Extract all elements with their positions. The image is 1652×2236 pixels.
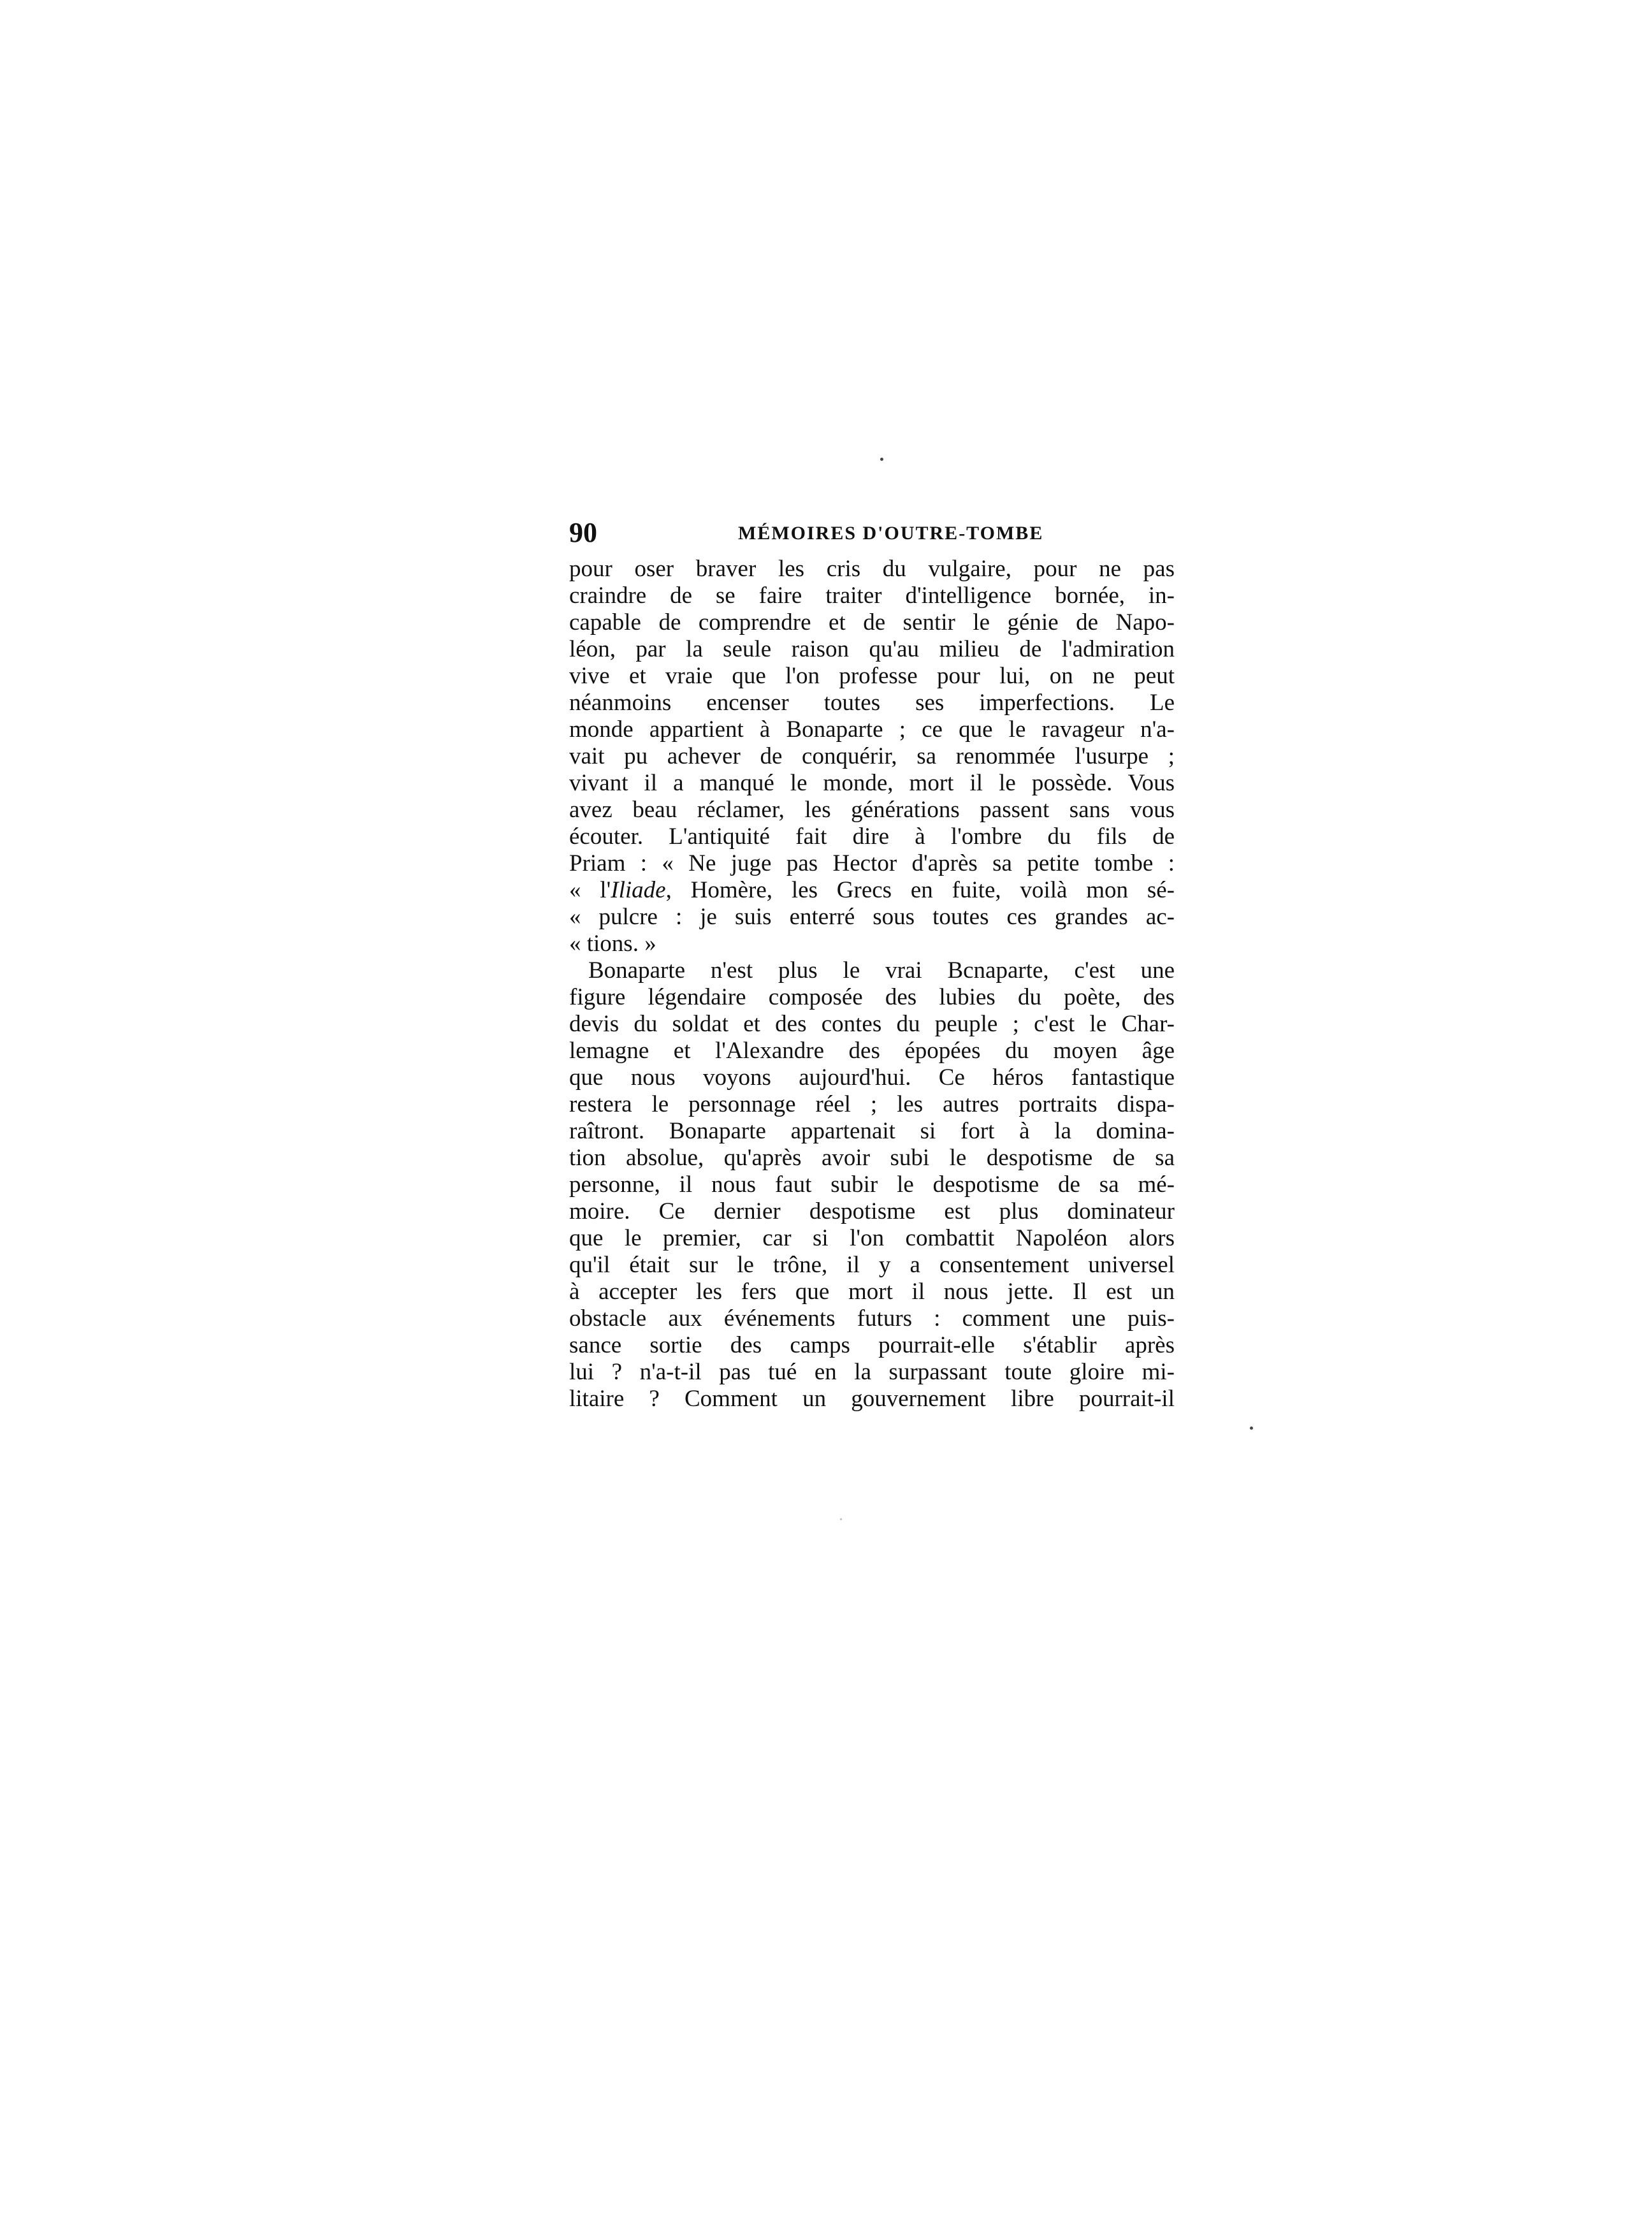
text-line: écouter. L'antiquité fait dire à l'ombre du fils de	[569, 824, 1175, 850]
text-line: avez beau réclamer, les générations passent sans vous	[569, 797, 1175, 823]
text-line: vait pu achever de conquérir, sa renommée l'usurpe ;	[569, 743, 1175, 769]
ink-speck	[840, 1518, 842, 1520]
text-segment: , Homère, les Grecs en fuite, voilà mon sé-	[665, 877, 1175, 903]
text-line: que nous voyons aujourd'hui. Ce héros fantastique	[569, 1064, 1175, 1091]
text-line: Bonaparte n'est plus le vrai Bcnaparte, c'est une	[588, 957, 1175, 984]
text-line: monde appartient à Bonaparte ; ce que le ravageur n'a-	[569, 716, 1175, 743]
text-line: personne, il nous faut subir le despotisme de sa mé-	[569, 1172, 1175, 1198]
page-number: 90	[569, 517, 597, 548]
text-line: « pulcre : je suis enterré sous toutes ces grandes ac-	[569, 904, 1175, 930]
text-line: vivant il a manqué le monde, mort il le possède. Vous	[569, 770, 1175, 796]
text-line: raîtront. Bonaparte appartenait si fort à la domina-	[569, 1118, 1175, 1144]
text-line: figure légendaire composée des lubies du poète, des	[569, 984, 1175, 1010]
text-line: restera le personnage réel ; les autres portraits dispa-	[569, 1091, 1175, 1117]
text-line: moire. Ce dernier despotisme est plus dominateur	[569, 1198, 1175, 1224]
text-line: Priam : « Ne juge pas Hector d'après sa petite tombe :	[569, 850, 1175, 876]
text-line: capable de comprendre et de sentir le génie de Napo-	[569, 609, 1175, 635]
text-line: vive et vraie que l'on professe pour lui, on ne peut	[569, 663, 1175, 689]
ink-speck	[880, 458, 883, 461]
text-line: lemagne et l'Alexandre des épopées du moyen âge	[569, 1038, 1175, 1064]
text-line: obstacle aux événements futurs : comment une puis-	[569, 1305, 1175, 1332]
text-line: néanmoins encenser toutes ses imperfections. Le	[569, 690, 1175, 716]
ink-speck	[1250, 1427, 1253, 1430]
text-line: lui ? n'a-t-il pas tué en la surpassant toute gloire mi-	[569, 1359, 1175, 1385]
body-text	[569, 556, 1175, 1412]
text-line: que le premier, car si l'on combattit Napoléon alors	[569, 1225, 1175, 1251]
italic-title: Iliade	[611, 877, 666, 903]
text-line: tion absolue, qu'après avoir subi le despotisme de sa	[569, 1145, 1175, 1171]
text-line: à accepter les fers que mort il nous jette. Il est un	[569, 1279, 1175, 1305]
text-line: « tions. »	[569, 931, 656, 957]
running-title: MÉMOIRES D'OUTRE-TOMBE	[738, 523, 1044, 544]
text-line: léon, par la seule raison qu'au milieu de l'admiration	[569, 636, 1175, 662]
text-line: sance sortie des camps pourrait-elle s'établir après	[569, 1332, 1175, 1358]
text-segment: « l'	[569, 877, 611, 903]
page-header	[569, 514, 1175, 552]
text-line: qu'il était sur le trône, il y a consentement universel	[569, 1252, 1175, 1278]
text-line: devis du soldat et des contes du peuple ; c'est le Char-	[569, 1011, 1175, 1037]
text-line	[569, 877, 1175, 904]
text-line: pour oser braver les cris du vulgaire, pour ne pas	[569, 556, 1175, 582]
text-line: litaire ? Comment un gouvernement libre pourrait-il	[569, 1386, 1175, 1412]
text-line: craindre de se faire traiter d'intelligence bornée, in-	[569, 583, 1175, 609]
